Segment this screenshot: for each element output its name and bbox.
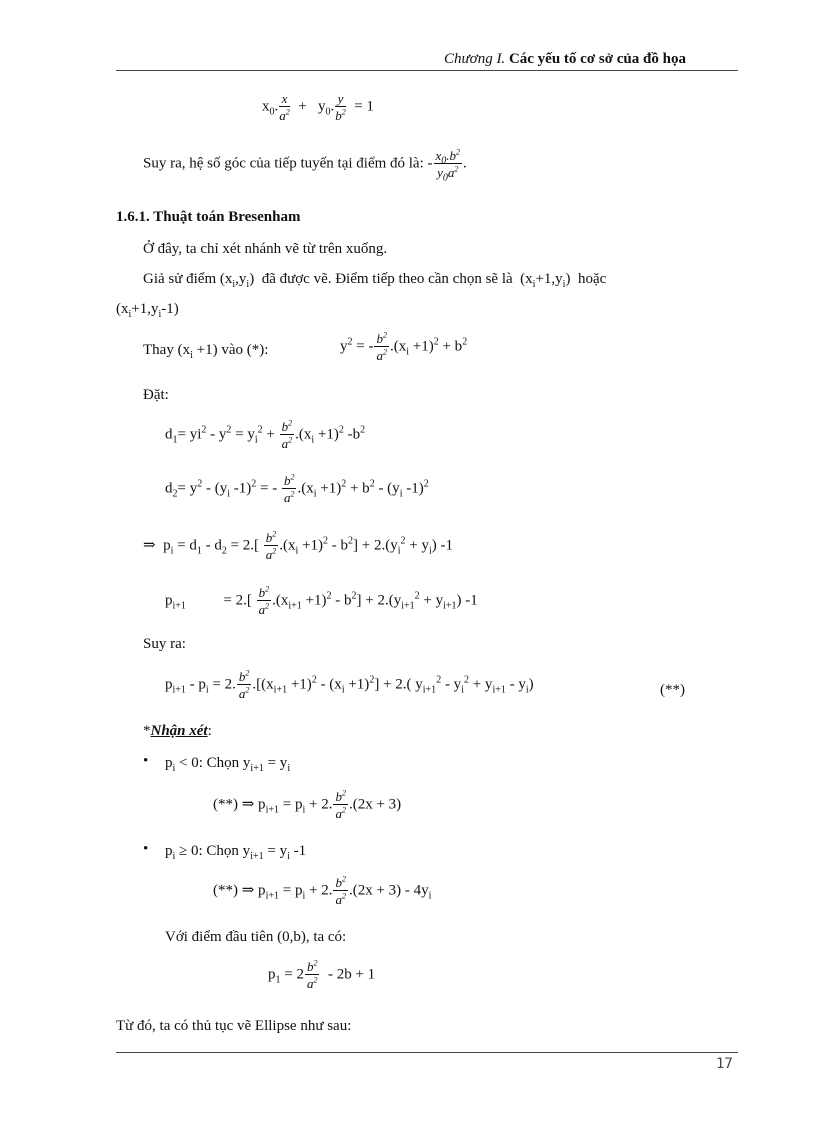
pi-equation: ⇒ $p_i = d_1 - d_2 = 2$.[ $\frac{b^2}{a^2}$ $.(x_i +1)^2 - b^2] + 2.(y_i^2 + y_i)$ -1 bbox=[143, 529, 454, 562]
section-heading-text: 1.6.1. Thuật toán Bresenham bbox=[116, 209, 301, 225]
p1-equation: $p_1 = 2$ $\frac{b^2}{a^2}$ - 2b + 1 bbox=[268, 958, 376, 991]
header-chapter: Chương I. bbox=[444, 51, 506, 67]
assume-paragraph: Giả sử điểm $(x_i,y_i)$ đã được vẽ. Điểm tiếp theo cần chọn sẽ là $(x_i+1,y_i)$ hoặc bbox=[143, 271, 607, 290]
assume-text-b: đã được vẽ. Điểm tiếp theo cần chọn sẽ là bbox=[261, 271, 513, 287]
case1-bullet: • bbox=[143, 753, 149, 769]
header-title: Các yếu tố cơ sở của đồ họa bbox=[508, 51, 686, 67]
case1-text: < 0: Chọn y bbox=[179, 755, 251, 771]
remark-heading: *Nhận xét: bbox=[143, 723, 212, 739]
case2-line: $p_i \ge 0$: Chọn $y_{i+1} = y_i$ -1 bbox=[165, 843, 307, 862]
section-heading bbox=[116, 210, 300, 225]
procedure-intro: Từ đó, ta có thủ tục vẽ Ellipse như sau: bbox=[116, 1018, 352, 1034]
case1-equation: (**) ⇒ $p_{i+1} = p_i + 2$. $\frac{b^2}{a^2}$ .(2x + 3) bbox=[213, 788, 402, 821]
case2-equation: (**) ⇒ $p_{i+1} = p_i + 2$. $\frac{b^2}{a^2}$ $.(2x + 3) - 4y_i$ bbox=[213, 874, 432, 907]
header-rule bbox=[116, 70, 738, 71]
define-label: Đặt: bbox=[143, 387, 169, 403]
tangent-equation: $x_0$. $\frac{x}{a^2}$ + $y_0$. $\frac{y}{b^2}$ = 1 bbox=[262, 91, 374, 123]
d2-equation: $d_2= y^2 - (y_i$ -1)$^2$ = - $\frac{b^2}{a^2}$ $.(x_i +1)^2 + b^2 - (y_i$ -1)$^2$ bbox=[165, 472, 429, 505]
assume-text-a: Giả sử điểm (x bbox=[143, 271, 233, 287]
substitute-line: Thay $(x_i +1)$ vào (*): bbox=[143, 342, 269, 361]
d1-equation: $d_1= yi^2 - y^2 = y_i^2$ + $\frac{b^2}{a^2}$ $.(x_i +1)^2$ $-b^2$ bbox=[165, 418, 366, 451]
initial-point-line: Với điểm đầu tiên (0,b), ta có: bbox=[165, 929, 347, 945]
substitute-text-b: +1) vào (*): bbox=[196, 342, 269, 358]
y-squared-equation: $y^2$ = - $\frac{b^2}{a^2}$ $.(x_i +1)^2 + b^2$ bbox=[340, 330, 468, 363]
therefore-label: Suy ra: bbox=[143, 636, 186, 652]
pi1-equation: $p_{i+1}$ = 2.[ $\frac{b^2}{a^2}$ $.(x_{i+1} +1)^2 - b^2] + 2.(y_{i+1}^2 + y_{i+1})$ -1 bbox=[165, 584, 478, 617]
substitute-text: Thay (x bbox=[143, 342, 191, 358]
remark-text: Nhận xét bbox=[150, 723, 208, 739]
case2-text: ≥ 0: Chọn y bbox=[179, 843, 251, 859]
running-header bbox=[444, 52, 686, 67]
slope-line: Suy ra, hệ số góc của tiếp tuyến tại điểm đó là: - $\frac{x_0.b^2}{y_0a^2}$ . bbox=[143, 147, 467, 184]
equation-tag: (**) bbox=[660, 682, 685, 698]
slope-text: Suy ra, hệ số góc của tiếp tuyến tại điểm đó là: bbox=[143, 155, 424, 172]
footer-rule bbox=[116, 1052, 738, 1053]
assume-text-c: hoặc bbox=[577, 271, 607, 287]
case2-bullet: • bbox=[143, 841, 149, 857]
assume-paragraph-line2: $(x_i+1,y_i-1)$ bbox=[116, 301, 179, 320]
difference-equation: $p_{i+1} - p_i = 2$. $\frac{b^2}{a^2}$ $.[(x_{i+1} +1)^2 - (x_i +1)^2] + 2$.( $y_{i+1}^2 - y_i^2 + y_{i+1} - y_i$) bbox=[165, 668, 534, 701]
page-number: 17 bbox=[716, 1056, 733, 1072]
case1-line: $p_i < 0$: Chọn $y_{i+1} = y_i$ bbox=[165, 755, 291, 774]
intro-paragraph: Ở đây, ta chỉ xét nhánh vẽ từ trên xuống. bbox=[143, 241, 388, 257]
